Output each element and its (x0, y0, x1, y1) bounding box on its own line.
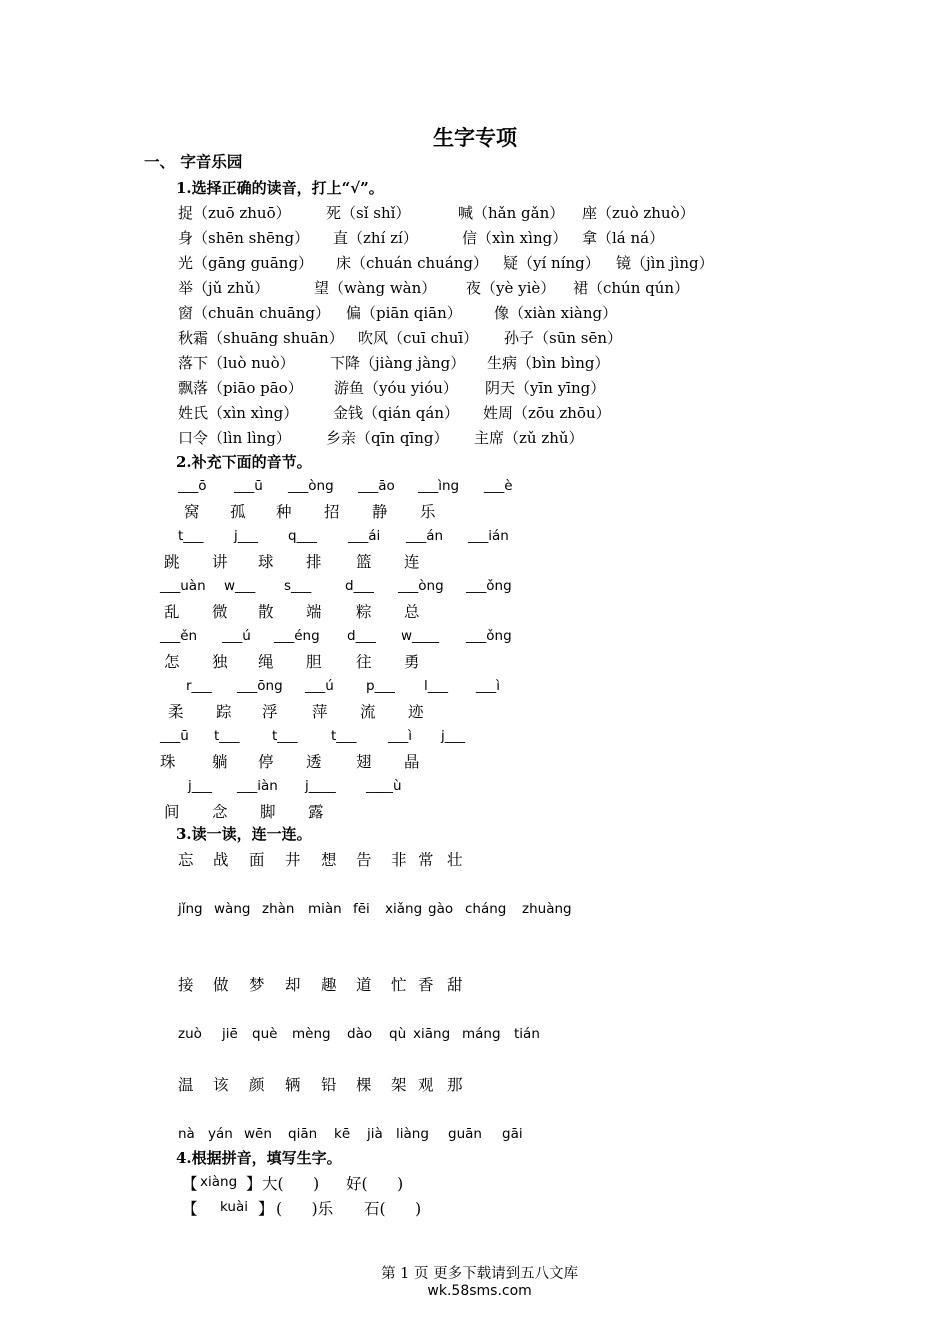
match-char: 壮 (447, 851, 463, 869)
choice-item: 拿（lá ná） (582, 229, 665, 247)
hanzi-char: 翅 (356, 753, 372, 771)
match-char: 却 (285, 976, 301, 994)
hanzi-char: 躺 (212, 753, 228, 771)
hanzi-char: 往 (356, 653, 372, 671)
match-char: 铅 (321, 1076, 337, 1094)
syllable-blank: q___ (288, 528, 317, 544)
match-char: 颜 (249, 1076, 265, 1094)
match-pinyin: kē (334, 1126, 351, 1142)
match-char: 忘 (178, 851, 194, 869)
bracket-open: 【 (182, 1175, 198, 1193)
hanzi-char: 总 (404, 603, 420, 621)
match-pinyin: jǐng (178, 901, 203, 917)
match-pinyin: xiǎng (385, 901, 423, 917)
fill-pinyin: xiàng (200, 1174, 238, 1190)
choice-item: 落下（luò nuò） (178, 354, 295, 372)
match-char: 道 (356, 976, 372, 994)
match-pinyin: qù (389, 1026, 407, 1042)
match-pinyin: zhàn (262, 901, 295, 917)
choice-item: 座（zuò zhuò） (582, 204, 695, 222)
syllable-blank: ___án (406, 528, 444, 544)
hanzi-char: 乱 (164, 603, 180, 621)
syllable-blank: ___ì (388, 728, 413, 744)
match-char: 架 (391, 1076, 407, 1094)
bracket-close: 】 (246, 1175, 262, 1193)
match-char: 想 (321, 851, 337, 869)
match-char: 告 (356, 851, 372, 869)
syllable-blank: l___ (424, 678, 449, 694)
hanzi-char: 绳 (258, 653, 274, 671)
match-pinyin: gāi (502, 1126, 523, 1142)
match-pinyin: jiē (222, 1026, 238, 1042)
bracket-open: 【 (182, 1200, 198, 1218)
hanzi-char: 微 (212, 603, 228, 621)
hanzi-char: 浮 (262, 703, 278, 721)
syllable-blank: ___ǒng (466, 578, 512, 594)
section-heading: 一、 字音乐园 (144, 152, 243, 171)
hanzi-char: 念 (212, 803, 228, 821)
hanzi-char: 柔 (168, 703, 184, 721)
match-pinyin: liàng (396, 1126, 429, 1142)
footer-text: 第 1 页 更多下载请到五八文库 (381, 1266, 579, 1282)
match-char: 棵 (356, 1076, 372, 1094)
hanzi-char: 粽 (356, 603, 372, 621)
match-pinyin: gào (428, 901, 454, 917)
syllable-blank: ___ū (160, 728, 189, 744)
question-3-heading: 3.读一读，连一连。 (176, 825, 312, 843)
syllable-blank: j___ (441, 728, 466, 744)
hanzi-char: 透 (306, 753, 322, 771)
choice-item: 孙子（sūn sēn） (504, 329, 623, 347)
match-pinyin: miàn (308, 901, 342, 917)
bracket-close: 】 (258, 1200, 274, 1218)
syllable-blank: ___iàn (237, 778, 278, 794)
choice-item: 窗（chuān chuāng） (178, 304, 331, 322)
syllable-blank: ___ū (234, 478, 263, 494)
choice-item: 姓周（zōu zhōu） (483, 404, 611, 422)
choice-item: 举（jǔ zhǔ） (178, 279, 270, 297)
choice-item: 捉（zuō zhuō） (178, 204, 291, 222)
syllable-blank: ___uàn (160, 578, 206, 594)
footer-site-link[interactable]: wk.58sms.com (427, 1283, 532, 1299)
match-pinyin: què (252, 1026, 278, 1042)
syllable-blank: ___ì (476, 678, 501, 694)
choice-item: 吹风（cuī chuī） (358, 329, 479, 347)
choice-item: 游鱼（yóu yióu） (334, 379, 458, 397)
hanzi-char: 迹 (408, 703, 424, 721)
match-char: 梦 (249, 976, 265, 994)
hanzi-char: 排 (306, 553, 322, 571)
hanzi-char: 间 (164, 803, 180, 821)
syllable-blank: w___ (224, 578, 256, 594)
syllable-blank: j____ (305, 778, 336, 794)
hanzi-char: 篮 (356, 553, 372, 571)
fill-blank-item: ( )乐 (276, 1200, 334, 1218)
syllable-blank: d___ (345, 578, 374, 594)
syllable-blank: ___ěn (160, 628, 198, 644)
match-pinyin: dào (347, 1026, 373, 1042)
match-char: 接 (178, 976, 194, 994)
match-pinyin: wàng (214, 901, 251, 917)
syllable-blank: ___ǒng (466, 628, 512, 644)
match-pinyin: tián (514, 1026, 540, 1042)
hanzi-char: 窝 (184, 503, 200, 521)
match-char: 忙 (391, 976, 407, 994)
syllable-blank: ___ái (348, 528, 381, 544)
syllable-blank: w____ (401, 628, 440, 644)
hanzi-char: 踪 (216, 703, 232, 721)
syllable-blank: t___ (331, 728, 357, 744)
hanzi-char: 萍 (312, 703, 328, 721)
hanzi-char: 停 (258, 753, 274, 771)
hanzi-char: 种 (276, 503, 292, 521)
syllable-blank: t___ (214, 728, 240, 744)
match-char: 香 (418, 976, 434, 994)
match-pinyin: jià (367, 1126, 383, 1142)
fill-blank-item: 好( ) (346, 1175, 404, 1193)
syllable-blank: ___ōng (237, 678, 283, 694)
hanzi-char: 流 (360, 703, 376, 721)
choice-item: 阴天（yīn yīng） (485, 379, 606, 397)
fill-blank-item: 大( ) (262, 1175, 320, 1193)
hanzi-char: 脚 (260, 803, 276, 821)
fill-pinyin: kuài (220, 1199, 248, 1215)
hanzi-char: 怎 (164, 653, 180, 671)
choice-item: 偏（piān qiān） (346, 304, 462, 322)
hanzi-char: 露 (308, 803, 324, 821)
match-pinyin: máng (462, 1026, 501, 1042)
match-pinyin: nà (178, 1126, 195, 1142)
choice-item: 镜（jìn jìng） (616, 254, 714, 272)
syllable-blank: p___ (366, 678, 395, 694)
hanzi-char: 静 (372, 503, 388, 521)
hanzi-char: 招 (324, 503, 340, 521)
match-char: 战 (213, 851, 229, 869)
hanzi-char: 跳 (164, 553, 180, 571)
match-pinyin: mèng (292, 1026, 331, 1042)
choice-item: 飘落（piāo pāo） (178, 379, 303, 397)
choice-item: 疑（yí níng） (503, 254, 600, 272)
choice-item: 口令（lìn lìng） (178, 429, 291, 447)
choice-item: 信（xìn xìng） (462, 229, 568, 247)
match-pinyin: guān (448, 1126, 482, 1142)
syllable-blank: ___è (484, 478, 513, 494)
choice-item: 主席（zǔ zhǔ） (474, 429, 584, 447)
syllable-blank: d___ (347, 628, 376, 644)
choice-item: 光（gāng guāng） (178, 254, 314, 272)
match-char: 甜 (447, 976, 463, 994)
choice-item: 喊（hǎn gǎn） (458, 204, 565, 222)
choice-item: 直（zhí zí） (333, 229, 418, 247)
choice-item: 死（sǐ shǐ） (326, 204, 411, 222)
hanzi-char: 独 (212, 653, 228, 671)
choice-item: 秋霜（shuāng shuān） (178, 329, 344, 347)
choice-item: 身（shēn shēng） (178, 229, 310, 247)
syllable-blank: ___òng (288, 478, 334, 494)
syllable-blank: ___ìng (418, 478, 460, 494)
hanzi-char: 珠 (160, 753, 176, 771)
syllable-blank: j___ (234, 528, 259, 544)
match-char: 辆 (285, 1076, 301, 1094)
question-4-heading: 4.根据拼音，填写生字。 (176, 1149, 342, 1167)
syllable-blank: j___ (188, 778, 213, 794)
match-pinyin: xiāng (413, 1026, 451, 1042)
hanzi-char: 散 (258, 603, 274, 621)
syllable-blank: ___éng (274, 628, 320, 644)
match-pinyin: cháng (465, 901, 507, 917)
choice-item: 望（wàng wàn） (314, 279, 437, 297)
choice-item: 生病（bìn bìng） (487, 354, 610, 372)
syllable-blank: ___ián (468, 528, 509, 544)
question-2-heading: 2.补充下面的音节。 (176, 453, 312, 471)
choice-item: 像（xiàn xiàng） (494, 304, 618, 322)
choice-item: 夜（yè yiè） (466, 279, 556, 297)
match-char: 非 (391, 851, 407, 869)
choice-item: 裙（chún qún） (573, 279, 690, 297)
choice-item: 乡亲（qīn qīng） (326, 429, 449, 447)
page-title: 生字专项 (433, 125, 517, 150)
choice-item: 下降（jiàng jàng） (330, 354, 466, 372)
match-pinyin: zuò (178, 1026, 202, 1042)
match-char: 观 (418, 1076, 434, 1094)
question-1-heading: 1.选择正确的读音，打上“√”。 (176, 179, 384, 197)
match-char: 该 (213, 1076, 229, 1094)
match-pinyin: wēn (244, 1126, 272, 1142)
choice-item: 金钱（qián qán） (333, 404, 459, 422)
syllable-blank: ____ù (366, 778, 402, 794)
syllable-blank: ___ú (305, 678, 334, 694)
syllable-blank: t___ (272, 728, 298, 744)
syllable-blank: ___āo (358, 478, 395, 494)
choice-item: 姓氏（xìn xìng） (178, 404, 299, 422)
hanzi-char: 胆 (306, 653, 322, 671)
match-char: 温 (178, 1076, 194, 1094)
hanzi-char: 讲 (212, 553, 228, 571)
choice-item: 床（chuán chuáng） (336, 254, 489, 272)
match-pinyin: fēi (353, 901, 370, 917)
match-pinyin: qiān (288, 1126, 318, 1142)
match-char: 面 (249, 851, 265, 869)
match-char: 那 (447, 1076, 463, 1094)
syllable-blank: r___ (186, 678, 212, 694)
match-pinyin: zhuàng (522, 901, 572, 917)
hanzi-char: 勇 (404, 653, 420, 671)
page-footer (0, 1246, 950, 1299)
syllable-blank: ___ō (178, 478, 207, 494)
hanzi-char: 乐 (420, 503, 436, 521)
match-char: 做 (213, 976, 229, 994)
syllable-blank: t___ (178, 528, 204, 544)
syllable-blank: ___òng (398, 578, 444, 594)
syllable-blank: s___ (284, 578, 312, 594)
hanzi-char: 晶 (404, 753, 420, 771)
hanzi-char: 球 (258, 553, 274, 571)
hanzi-char: 孤 (230, 503, 246, 521)
match-char: 趣 (321, 976, 337, 994)
match-char: 常 (418, 851, 434, 869)
syllable-blank: ___ú (222, 628, 251, 644)
match-pinyin: yán (208, 1126, 233, 1142)
hanzi-char: 端 (306, 603, 322, 621)
hanzi-char: 连 (404, 553, 420, 571)
match-char: 井 (285, 851, 301, 869)
fill-blank-item: 石( ) (364, 1200, 422, 1218)
